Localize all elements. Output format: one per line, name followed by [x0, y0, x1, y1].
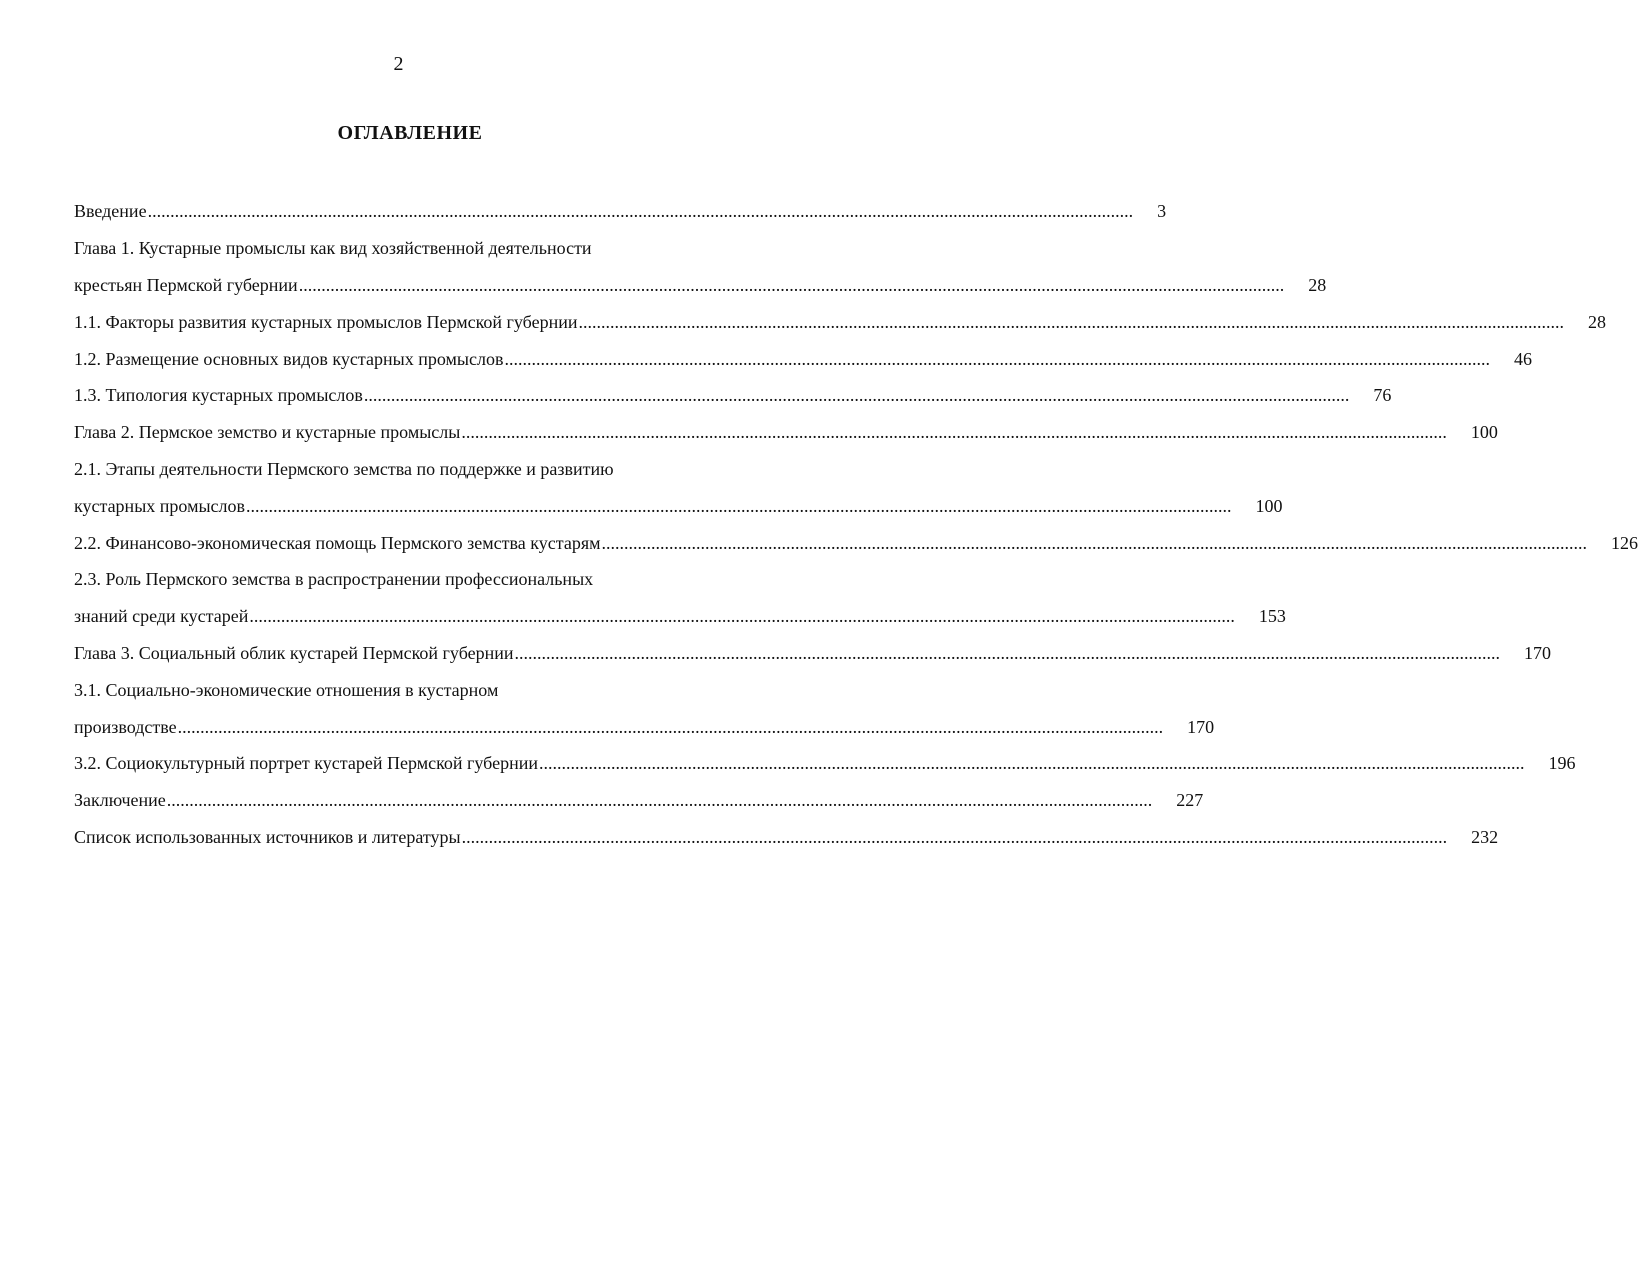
toc-entry-text: Список использованных источников и литературы	[74, 826, 461, 847]
toc-entry-text: 3.1. Социально-экономические отношения в кустарном	[74, 679, 499, 700]
toc-leader-dots: ...........................................................................................................................................................................................................................	[249, 606, 1235, 627]
toc-entry-page: 46	[1513, 348, 1532, 369]
toc-entry-page: 100	[1470, 422, 1498, 443]
toc-entry-page: 100	[1255, 495, 1283, 516]
toc-entry-text: 3.2. Социокультурный портрет кустарей Пермской губернии	[74, 753, 538, 774]
toc-entry	[74, 524, 1638, 561]
toc-entry-text: 1.1. Факторы развития кустарных промыслов Пермской губернии	[74, 311, 578, 332]
toc-entry	[74, 230, 750, 267]
toc-entry-text: 1.3. Типология кустарных промыслов	[74, 385, 363, 406]
toc-entry-page: 227	[1176, 790, 1204, 811]
toc-entry	[74, 598, 1286, 635]
toc-leader-dots: ...........................................................................................................................................................................................................................	[166, 790, 1153, 811]
toc-entry	[74, 708, 1215, 745]
toc-entry	[74, 487, 1283, 524]
toc-entry	[74, 193, 1167, 230]
toc-entry-page: 232	[1471, 826, 1499, 847]
toc-entry-text: производстве	[74, 716, 177, 737]
toc-entry	[74, 340, 1532, 377]
toc-leader-dots: ...........................................................................................................................................................................................................................	[578, 311, 1564, 332]
toc-leader-dots: ...........................................................................................................................................................................................................................	[601, 532, 1587, 553]
toc-entry-text: знаний среди кустарей	[74, 606, 249, 627]
toc-leader-dots: ...........................................................................................................................................................................................................................	[461, 422, 1447, 443]
toc-entry-text: Глава 3. Социальный облик кустарей Пермской губернии	[74, 642, 514, 663]
toc-entry-page: 3	[1157, 201, 1167, 222]
toc-entry-page: 170	[1187, 716, 1215, 737]
toc-title: ОГЛАВЛЕНИЕ	[337, 122, 483, 144]
toc-entry	[74, 782, 1204, 819]
toc-entry	[74, 819, 1499, 856]
toc-entry	[74, 267, 1327, 304]
toc-entry-text: 1.2. Размещение основных видов кустарных промыслов	[74, 348, 504, 369]
toc-entry	[74, 635, 1552, 672]
table-of-contents	[74, 193, 1638, 855]
toc-leader-dots: ...........................................................................................................................................................................................................................	[177, 716, 1164, 737]
toc-entry	[74, 671, 750, 708]
toc-entry-text: 2.3. Роль Пермского земства в распространении профессиональных	[74, 569, 594, 590]
toc-leader-dots: ...........................................................................................................................................................................................................................	[539, 753, 1525, 774]
toc-leader-dots: ...........................................................................................................................................................................................................................	[514, 642, 1501, 663]
toc-entry-text: Глава 2. Пермское земство и кустарные промыслы	[74, 422, 461, 443]
toc-leader-dots: ...........................................................................................................................................................................................................................	[504, 348, 1490, 369]
toc-entry-text: Введение	[74, 201, 147, 222]
toc-entry-page: 76	[1373, 385, 1392, 406]
toc-entry-text: кустарных промыслов	[74, 495, 246, 516]
toc-entry	[74, 303, 1606, 340]
toc-entry	[74, 561, 750, 598]
toc-leader-dots: ...........................................................................................................................................................................................................................	[461, 826, 1448, 847]
toc-entry-page: 28	[1588, 311, 1606, 332]
toc-leader-dots: ...........................................................................................................................................................................................................................	[363, 385, 1350, 406]
toc-leader-dots: ...........................................................................................................................................................................................................................	[246, 495, 1232, 516]
toc-entry-page: 28	[1308, 274, 1327, 295]
page-number: 2	[393, 53, 404, 75]
toc-entry-text: Заключение	[74, 790, 166, 811]
toc-entry-page: 153	[1258, 606, 1286, 627]
toc-entry	[74, 451, 750, 488]
toc-leader-dots: ...........................................................................................................................................................................................................................	[298, 274, 1285, 295]
toc-entry-text: крестьян Пермской губернии	[74, 274, 298, 295]
toc-leader-dots: ...........................................................................................................................................................................................................................	[147, 201, 1134, 222]
toc-entry-page: 170	[1524, 642, 1552, 663]
toc-entry	[74, 414, 1498, 451]
toc-entry-text: 2.1. Этапы деятельности Пермского земства по поддержке и развитию	[74, 458, 614, 479]
toc-entry-page: 196	[1548, 753, 1576, 774]
toc-entry	[74, 745, 1576, 782]
toc-entry-page: 126	[1611, 532, 1638, 553]
toc-entry	[74, 377, 1392, 414]
toc-entry-text: 2.2. Финансово-экономическая помощь Пермского земства кустарям	[74, 532, 601, 553]
toc-entry-text: Глава 1. Кустарные промыслы как вид хозяйственной деятельности	[74, 238, 592, 259]
